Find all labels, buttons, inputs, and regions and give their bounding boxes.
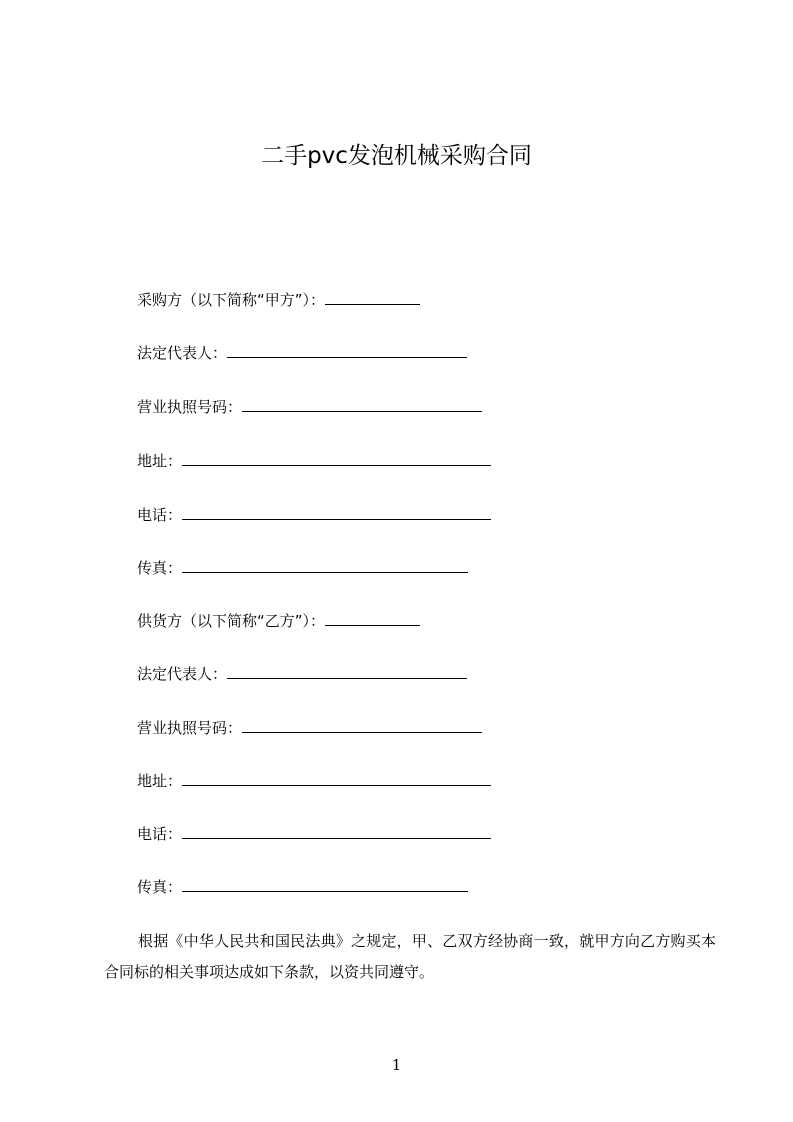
- seller-license-field: [137, 718, 482, 738]
- buyer-party-field: [137, 290, 420, 310]
- seller-party-blank[interactable]: [325, 611, 420, 626]
- buyer-phone-label: 电话：: [137, 506, 183, 524]
- buyer-legal-rep-label: 法定代表人：: [137, 344, 228, 362]
- buyer-legal-rep-blank[interactable]: [227, 343, 467, 358]
- buyer-fax-label: 传真：: [137, 559, 183, 577]
- buyer-address-field: [137, 451, 491, 471]
- buyer-license-blank[interactable]: [242, 397, 482, 412]
- seller-legal-rep-blank[interactable]: [227, 664, 467, 679]
- document-title: 二手pvc发泡机械采购合同: [261, 143, 532, 169]
- buyer-license-field: [137, 397, 482, 417]
- seller-license-blank[interactable]: [242, 718, 482, 733]
- buyer-legal-rep-field: [137, 343, 467, 363]
- buyer-fax-blank[interactable]: [182, 558, 468, 573]
- seller-fax-label: 传真：: [137, 878, 183, 896]
- intro-paragraph: 根据《中华人民共和国民法典》之规定，甲、乙双方经协商一致，就甲方向乙方购买本合同标的相关事项达成如下条款，以资共同遵守。: [104, 932, 716, 981]
- seller-license-label: 营业执照号码：: [137, 719, 243, 737]
- buyer-party-label: 采购方（以下简称“甲方”）：: [137, 291, 326, 309]
- buyer-fax-field: [137, 558, 468, 578]
- seller-party-field: [137, 611, 420, 631]
- buyer-license-label: 营业执照号码：: [137, 398, 243, 416]
- buyer-address-blank[interactable]: [182, 451, 491, 466]
- seller-fax-blank[interactable]: [182, 877, 468, 892]
- seller-address-field: [137, 771, 491, 791]
- seller-address-blank[interactable]: [182, 771, 491, 786]
- buyer-party-blank[interactable]: [325, 290, 420, 305]
- seller-phone-label: 电话：: [137, 825, 183, 843]
- page-number: 1: [391, 1056, 402, 1074]
- seller-fax-field: [137, 877, 468, 897]
- seller-phone-field: [137, 824, 491, 844]
- seller-legal-rep-label: 法定代表人：: [137, 665, 228, 683]
- buyer-phone-field: [137, 505, 491, 525]
- buyer-address-label: 地址：: [137, 452, 183, 470]
- seller-phone-blank[interactable]: [182, 824, 491, 839]
- seller-legal-rep-field: [137, 664, 467, 684]
- seller-address-label: 地址：: [137, 772, 183, 790]
- buyer-phone-blank[interactable]: [182, 505, 491, 520]
- seller-party-label: 供货方（以下简称“乙方”）：: [137, 612, 326, 630]
